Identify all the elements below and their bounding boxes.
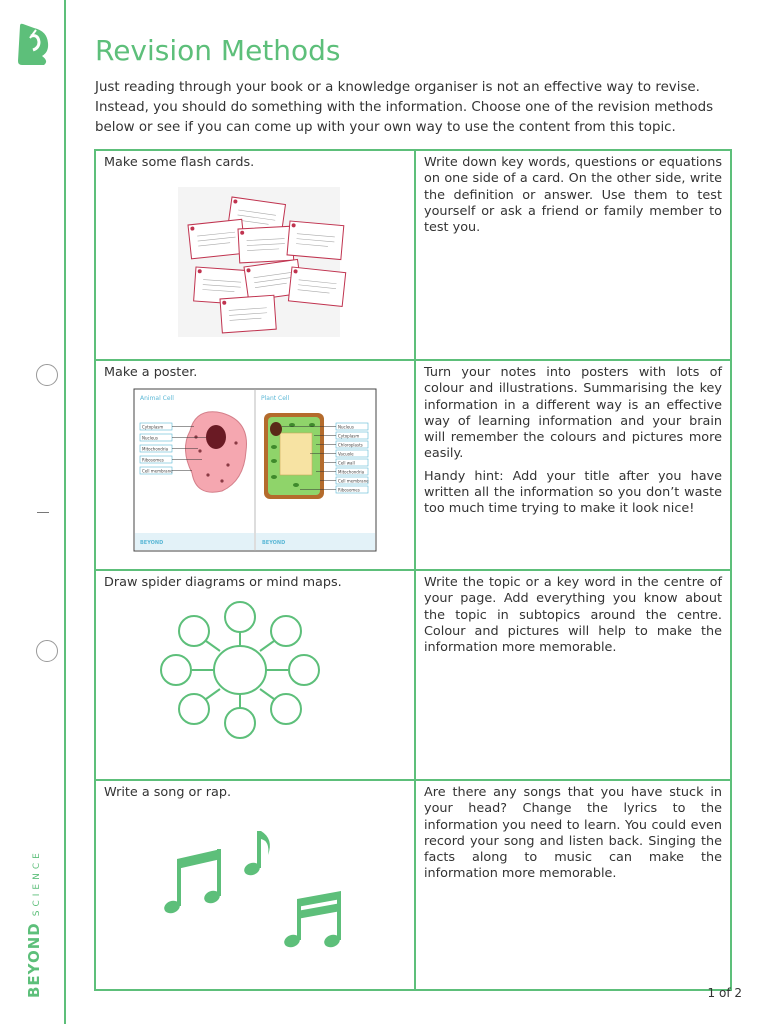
- flash-card: [188, 220, 245, 259]
- plant-cell-vacuole: [280, 433, 312, 475]
- method-cell-poster: [95, 360, 415, 570]
- method-cell-spider: [95, 570, 415, 780]
- svg-text:Ribosomes: Ribosomes: [338, 487, 360, 493]
- svg-text:Nucleus: Nucleus: [142, 435, 158, 441]
- svg-text:Ribosomes: Ribosomes: [142, 457, 164, 463]
- flash-card: [287, 221, 344, 260]
- method-desc-flashcards: [415, 150, 731, 360]
- spider-node: [179, 694, 209, 724]
- plant-cell-title: Plant Cell: [261, 395, 290, 403]
- method-title-song: Write a song or rap.: [104, 785, 232, 800]
- punch-hole-bottom: [36, 640, 58, 662]
- spider-diagram-illustration: [104, 597, 394, 757]
- spider-connector: [206, 641, 220, 651]
- svg-text:Nucleus: Nucleus: [338, 424, 354, 430]
- method-row-flashcards: [95, 150, 731, 360]
- svg-text:Cell membrane: Cell membrane: [338, 478, 369, 484]
- spider-node: [225, 602, 255, 632]
- spider-node: [271, 616, 301, 646]
- spider-node: [161, 655, 191, 685]
- method-desc-text: Write down key words, questions or equations on one side of a card. On the other side, write the definition or answer. Use them to test yourself or ask a friend or family member to test you.: [424, 155, 722, 236]
- music-notes-illustration: [104, 807, 394, 977]
- method-hint-text: Handy hint: Add your title after you have written all the information so you don’t waste too much time trying to make it look nice!: [424, 468, 722, 517]
- method-title-spider: Draw spider diagrams or mind maps.: [104, 575, 342, 590]
- spider-connector: [260, 641, 274, 651]
- plant-cell-nucleus: [270, 422, 282, 436]
- method-title-flashcards: Make some flash cards.: [104, 155, 255, 170]
- method-desc-text: Write the topic or a key word in the centre of your page. Add everything you know about the topic in subtopics around the centre. Colour and pictures will help to make the information more memorable.: [424, 575, 722, 656]
- method-desc-spider: [415, 570, 731, 780]
- flash-card: [288, 267, 345, 306]
- flash-card: [238, 226, 294, 263]
- poster-footer-brand: BEYOND: [140, 540, 164, 547]
- margin-line: [64, 0, 66, 1024]
- double-note-icon: [162, 849, 221, 915]
- method-desc-text: Are there any songs that you have stuck in your head? Change the lyrics to the information you need to learn. You could even record your song and listen back. Singing the facts along to music can make the information more memorable.: [424, 785, 722, 882]
- spider-centre-node: [214, 646, 266, 694]
- svg-text:Vacuole: Vacuole: [338, 451, 354, 457]
- fold-mark: [37, 512, 49, 513]
- side-brand-sub: SCIENCE: [32, 849, 42, 917]
- method-row-poster: [95, 360, 731, 570]
- method-cell-song: [95, 780, 415, 990]
- svg-text:Mitochondria: Mitochondria: [338, 469, 365, 475]
- beyond-logo-icon: [16, 22, 52, 66]
- method-cell-flashcards: [95, 150, 415, 360]
- spider-node: [289, 655, 319, 685]
- method-desc-poster: [415, 360, 731, 570]
- spider-connector: [260, 689, 274, 699]
- spider-node: [179, 616, 209, 646]
- svg-text:Cytoplasm: Cytoplasm: [142, 424, 164, 430]
- method-title-poster: Make a poster.: [104, 365, 198, 380]
- svg-text:Chloroplasts: Chloroplasts: [338, 442, 363, 448]
- spider-connector: [206, 689, 220, 699]
- svg-text:Cell wall: Cell wall: [338, 460, 355, 466]
- flash-cards-illustration: [104, 177, 394, 341]
- animal-cell-title: Animal Cell: [140, 395, 174, 403]
- svg-text:Mitochondria: Mitochondria: [142, 446, 169, 452]
- method-desc-text: Turn your notes into posters with lots of colour and illustrations. Summarising the key information in a different way is an effective way of learning information and your brain will remember the colours and pictures more easily.: [424, 365, 722, 462]
- cell-poster-illustration: [104, 387, 394, 555]
- method-desc-song: [415, 780, 731, 990]
- punch-hole-top: [36, 364, 58, 386]
- methods-table: [94, 149, 732, 991]
- animal-cell-nucleus: [206, 425, 226, 449]
- flash-card: [220, 296, 276, 334]
- single-note-icon: [242, 831, 269, 877]
- method-row-spider: [95, 570, 731, 780]
- sixteenth-notes-icon: [282, 891, 341, 949]
- poster-footer-brand: BEYOND: [262, 540, 286, 547]
- side-brand-name: BEYOND: [25, 922, 43, 998]
- page-number: 1 of 2: [707, 986, 742, 1000]
- method-row-song: [95, 780, 731, 990]
- spider-node: [225, 708, 255, 738]
- page-title: Revision Methods: [95, 34, 341, 67]
- side-brand: [24, 849, 43, 998]
- svg-text:Cytoplasm: Cytoplasm: [338, 433, 360, 439]
- spider-node: [271, 694, 301, 724]
- intro-text: Just reading through your book or a knowledge organiser is not an effective way to revise. Instead, you should do something with the information. Choose one of the revision methods below or see if you can come up with your own way to use the content from this topic.: [95, 80, 714, 135]
- svg-text:Cell membrane: Cell membrane: [142, 468, 173, 474]
